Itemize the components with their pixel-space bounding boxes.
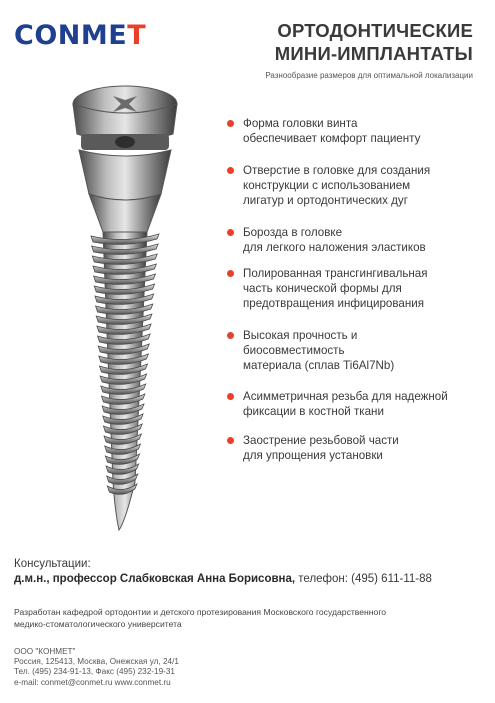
feature-item [227,163,430,208]
feature-item [227,328,394,373]
developer-line-1: Разработан кафедрой ортодонтии и детского протезирования Московского государственного [14,607,387,617]
bullet-dot-icon [227,229,234,236]
bullet-dot-icon [227,393,234,400]
consultant-phone: телефон: (495) 611-11-88 [295,573,432,585]
logo-accent-letter: T [127,20,147,51]
feature-text-line: часть конической формы для [243,282,402,295]
feature-text-line: материала (сплав Ti6Al7Nb) [243,359,395,372]
feature-text-line: Высокая прочность и [243,329,358,342]
feature-text-line: для легкого наложения эластиков [243,241,426,254]
feature-text-line: лигатур и ортодонтических дуг [243,194,408,207]
page-title [275,20,473,65]
company-web: e-mail: conmet@conmet.ru www.conmet.ru [14,677,171,687]
company-contacts [14,647,179,688]
feature-item [227,389,448,419]
feature-item [227,266,428,311]
company-name: ООО "КОНМЕТ" [14,647,76,656]
feature-text-line: обеспечивает комфорт пациенту [243,132,421,145]
bullet-dot-icon [227,120,234,127]
consultant-line [14,573,432,585]
feature-text-line: биосовместимость [243,344,345,357]
title-line-1: ОРТОДОНТИЧЕСКИЕ [277,20,473,41]
page-subtitle: Разнообразие размеров для оптимальной локализации [265,71,473,80]
feature-text-line: Полированная трансгингивальная [243,267,428,280]
feature-text-line: Форма головки винта [243,117,358,130]
feature-text-line: Заострение резьбовой части [243,434,399,447]
feature-text-line: предотвращения инфицирования [243,297,425,310]
consult-label: Консультации: [14,558,91,570]
feature-item [227,116,420,146]
developer-note [14,607,454,630]
mini-implant-illustration [55,82,195,534]
bullet-dot-icon [227,437,234,444]
bullet-dot-icon [227,167,234,174]
developer-line-2: медико-стоматологического университета [14,618,182,629]
feature-text-line: конструкции с использованием [243,179,411,192]
feature-text-line: Борозда в головке [243,226,343,239]
implant-head-hole [115,136,135,148]
feature-text-line: Асимметричная резьба для надежной [243,390,448,403]
bullet-dot-icon [227,332,234,339]
feature-item [227,225,426,255]
company-phone: Тел. (495) 234-91-13, Факс (495) 232-19-31 [14,667,175,677]
bullet-dot-icon [227,270,234,277]
title-line-2: МИНИ-ИМПЛАНТАТЫ [274,42,473,64]
implant-collar [79,150,171,200]
feature-text-line: фиксации в костной ткани [243,405,384,418]
company-address: Россия, 125413, Москва, Онежская ул, 24/1 [14,657,179,667]
feature-text-line: Отверстие в головке для создания [243,164,431,177]
implant-cone-neck [89,194,161,236]
consultant-name: д.м.н., профессор Слабковская Анна Борисовна, [14,573,296,585]
conmet-logo [14,22,146,49]
logo-main-text: CONME [14,20,128,51]
feature-item [227,433,399,463]
feature-text-line: для упрощения установки [243,449,383,462]
